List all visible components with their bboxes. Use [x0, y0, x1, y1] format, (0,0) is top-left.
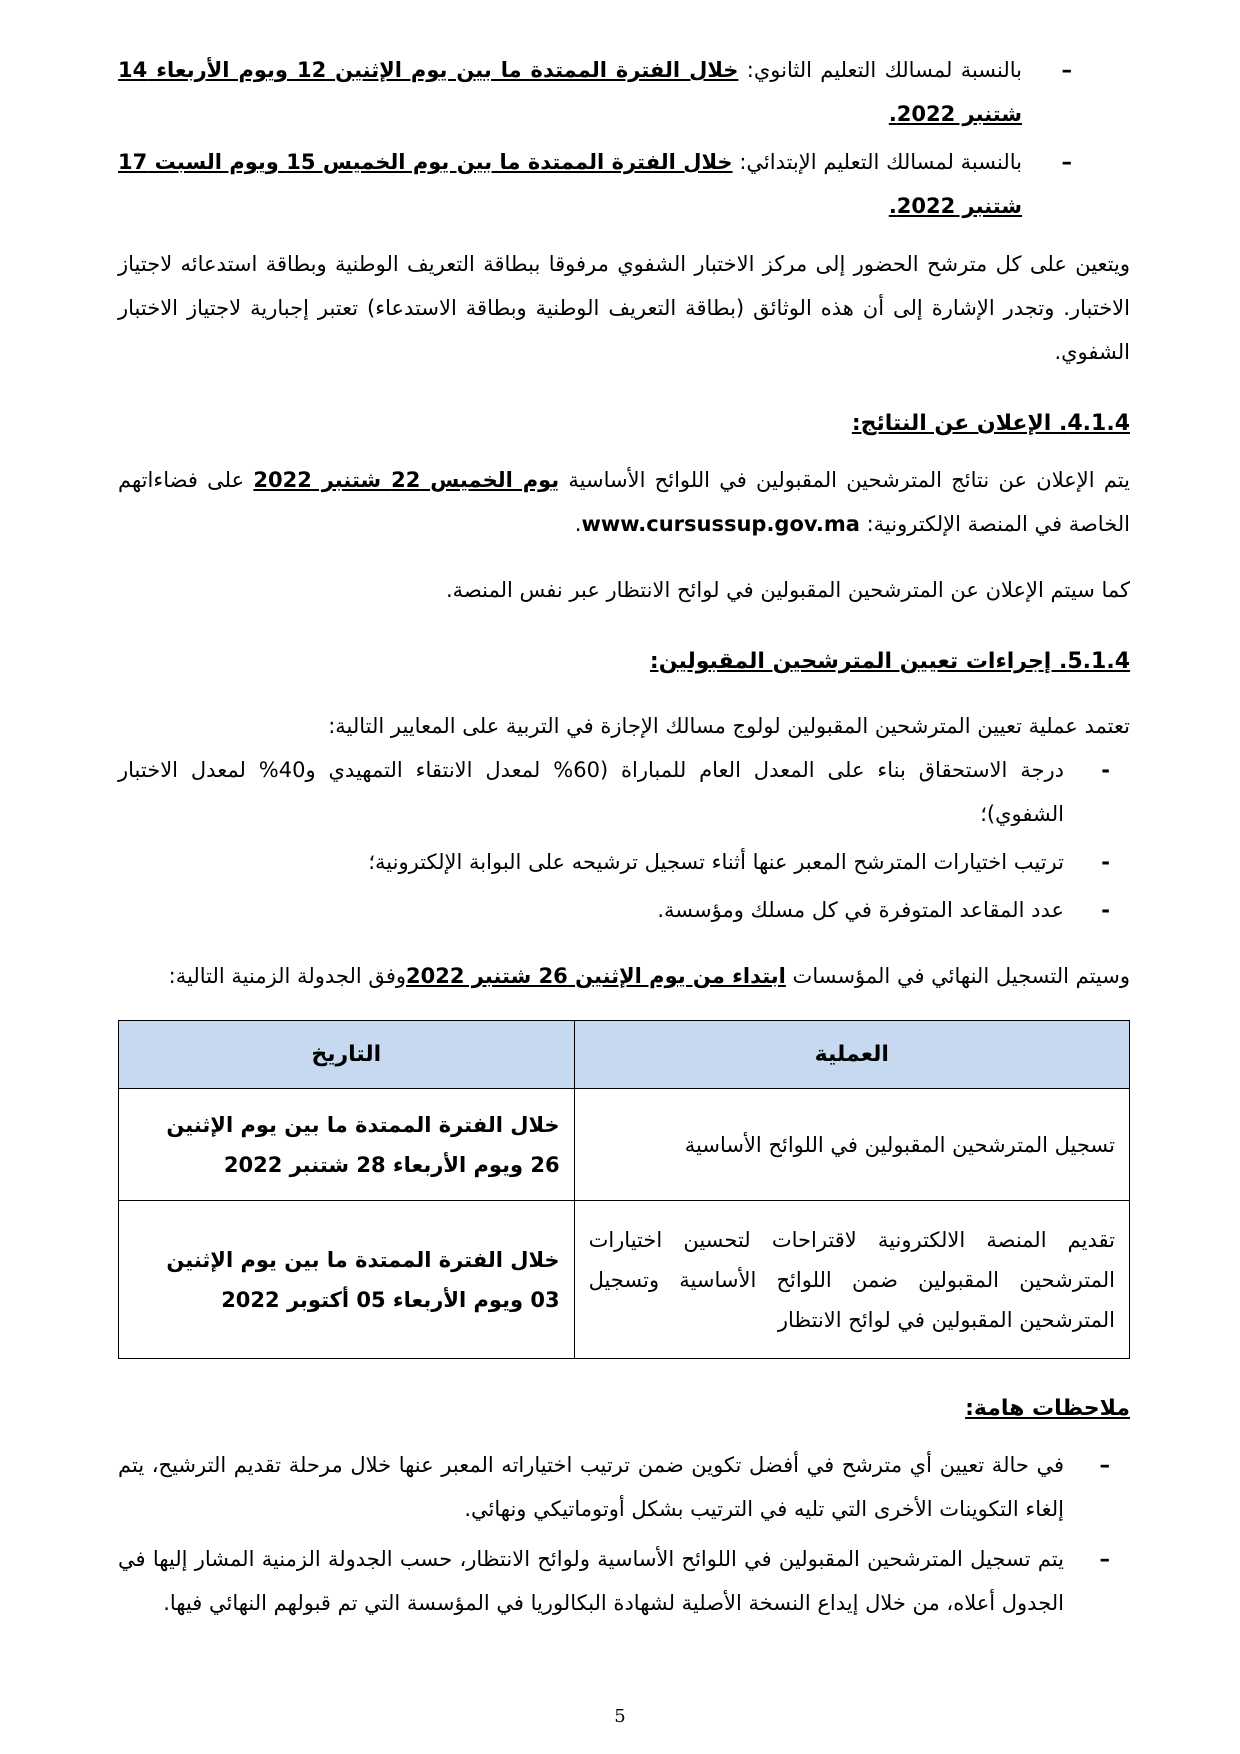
registration-paragraph [118, 954, 1130, 998]
list-item [118, 48, 1130, 136]
list-dash: - [1101, 898, 1110, 922]
list-item [118, 748, 1130, 836]
list-item-date: خلال الفترة الممتدة ما بين يوم الخميس 15 ويوم السبت 17 شتنبر 2022. [118, 150, 1022, 218]
list-dash: – [1061, 58, 1072, 82]
list-item-date: خلال الفترة الممتدة ما بين يوم الإثنين 12 ويوم الأربعاء 14 شتنبر 2022. [118, 58, 1022, 126]
list-item [118, 1443, 1130, 1531]
notes-list [118, 1443, 1130, 1625]
platform-url: www.cursussup.gov.ma [581, 512, 860, 536]
header-operation: العملية [574, 1021, 1129, 1089]
list-item-prefix: بالنسبة لمسالك التعليم الإبتدائي: [732, 150, 1022, 174]
results-date: يوم الخميس 22 شتنبر 2022 [253, 468, 560, 492]
list-item [118, 840, 1130, 884]
cell-operation: تقديم المنصة الالكترونية لاقتراحات لتحسين اختيارات المترشحين المقبولين ضمن اللوائح الأساسية وتسجيل المترشحين المقبولين في لوائح الانتظار [574, 1201, 1129, 1359]
table-header-row [119, 1021, 1130, 1089]
list-item [118, 888, 1130, 932]
results-text: يتم الإعلان عن نتائج المترشحين المقبولين في اللوائح الأساسية [559, 468, 1130, 492]
list-dash: - [1101, 850, 1110, 874]
criteria-text: درجة الاستحقاق بناء على المعدل العام للمباراة (60% لمعدل الانتقاء التمهيدي و40% لمعدل الاختبار الشفوي)؛ [118, 758, 1064, 826]
list-dash: – [1061, 150, 1072, 174]
note-text: يتم تسجيل المترشحين المقبولين في اللوائح الأساسية ولوائح الانتظار، حسب الجدولة الزمنية المشار إليها في الجدول أعلاه، من خلال إيداع النسخة الأصلية لشهادة البكالوريا في المؤسسة التي تم قبولهم النهائي فيها. [118, 1547, 1064, 1615]
attendance-paragraph: ويتعين على كل مترشح الحضور إلى مركز الاختبار الشفوي مرفوقا ببطاقة التعريف الوطنية وبطاقة استدعائه لاجتياز الاختبار. وتجدر الإشارة إلى أن هذه الوثائق (بطاقة التعريف الوطنية وبطاقة الاستدعاء) تعتبر إجبارية لاجتياز الاختبار الشفوي. [118, 252, 1130, 364]
header-date: التاريخ [119, 1021, 575, 1089]
results-text-2: على فضاءاتهم الخاصة في المنصة الإلكترونية: [118, 468, 1130, 536]
registration-text-2: وفق الجدولة الزمنية التالية: [168, 964, 407, 988]
table-row [119, 1089, 1130, 1201]
registration-date: ابتداء من يوم الإثنين 26 شتنبر 2022 [406, 964, 786, 988]
list-dash: - [1101, 758, 1110, 782]
cell-date: خلال الفترة الممتدة ما بين يوم الإثنين 03 ويوم الأربعاء 05 أكتوبر 2022 [119, 1201, 575, 1359]
list-dash: – [1099, 1547, 1110, 1571]
cell-operation: تسجيل المترشحين المقبولين في اللوائح الأساسية [574, 1089, 1129, 1201]
results-paragraph [118, 458, 1130, 546]
notes-heading: ملاحظات هامة: [965, 1396, 1130, 1421]
list-item [118, 140, 1130, 228]
oral-exam-schedule-list [118, 48, 1130, 228]
section-heading-results: 4.1.4. الإعلان عن النتائج: [851, 411, 1130, 436]
registration-text: وسيتم التسجيل النهائي في المؤسسات [785, 964, 1130, 988]
section-heading-assignment: 5.1.4. إجراءات تعيين المترشحين المقبولين: [649, 649, 1130, 674]
schedule-table [118, 1020, 1130, 1359]
list-item-prefix: بالنسبة لمسالك التعليم الثانوي: [738, 58, 1023, 82]
criteria-text: ترتيب اختيارات المترشح المعبر عنها أثناء تسجيل ترشيحه على البوابة الإلكترونية؛ [368, 850, 1064, 874]
note-text: في حالة تعيين أي مترشح في أفضل تكوين ضمن ترتيب اختياراته المعبر عنها خلال مرحلة تقديم الترشيح، يتم إلغاء التكوينات الأخرى التي تليه في الترتيب بشكل أوتوماتيكي ونهائي. [118, 1453, 1064, 1521]
criteria-list [118, 748, 1130, 932]
results-end: . [574, 512, 582, 536]
criteria-intro: تعتمد عملية تعيين المترشحين المقبولين لولوج مسالك الإجازة في التربية على المعايير التالية: [328, 714, 1130, 738]
cell-date: خلال الفترة الممتدة ما بين يوم الإثنين 26 ويوم الأربعاء 28 شتنبر 2022 [119, 1089, 575, 1201]
page-number: 5 [614, 1706, 626, 1727]
document-page [118, 48, 1130, 1625]
list-item [118, 1537, 1130, 1625]
criteria-text: عدد المقاعد المتوفرة في كل مسلك ومؤسسة. [657, 898, 1064, 922]
table-row [119, 1201, 1130, 1359]
waitlist-paragraph: كما سيتم الإعلان عن المترشحين المقبولين في لوائح الانتظار عبر نفس المنصة. [445, 578, 1130, 602]
list-dash: – [1099, 1453, 1110, 1477]
